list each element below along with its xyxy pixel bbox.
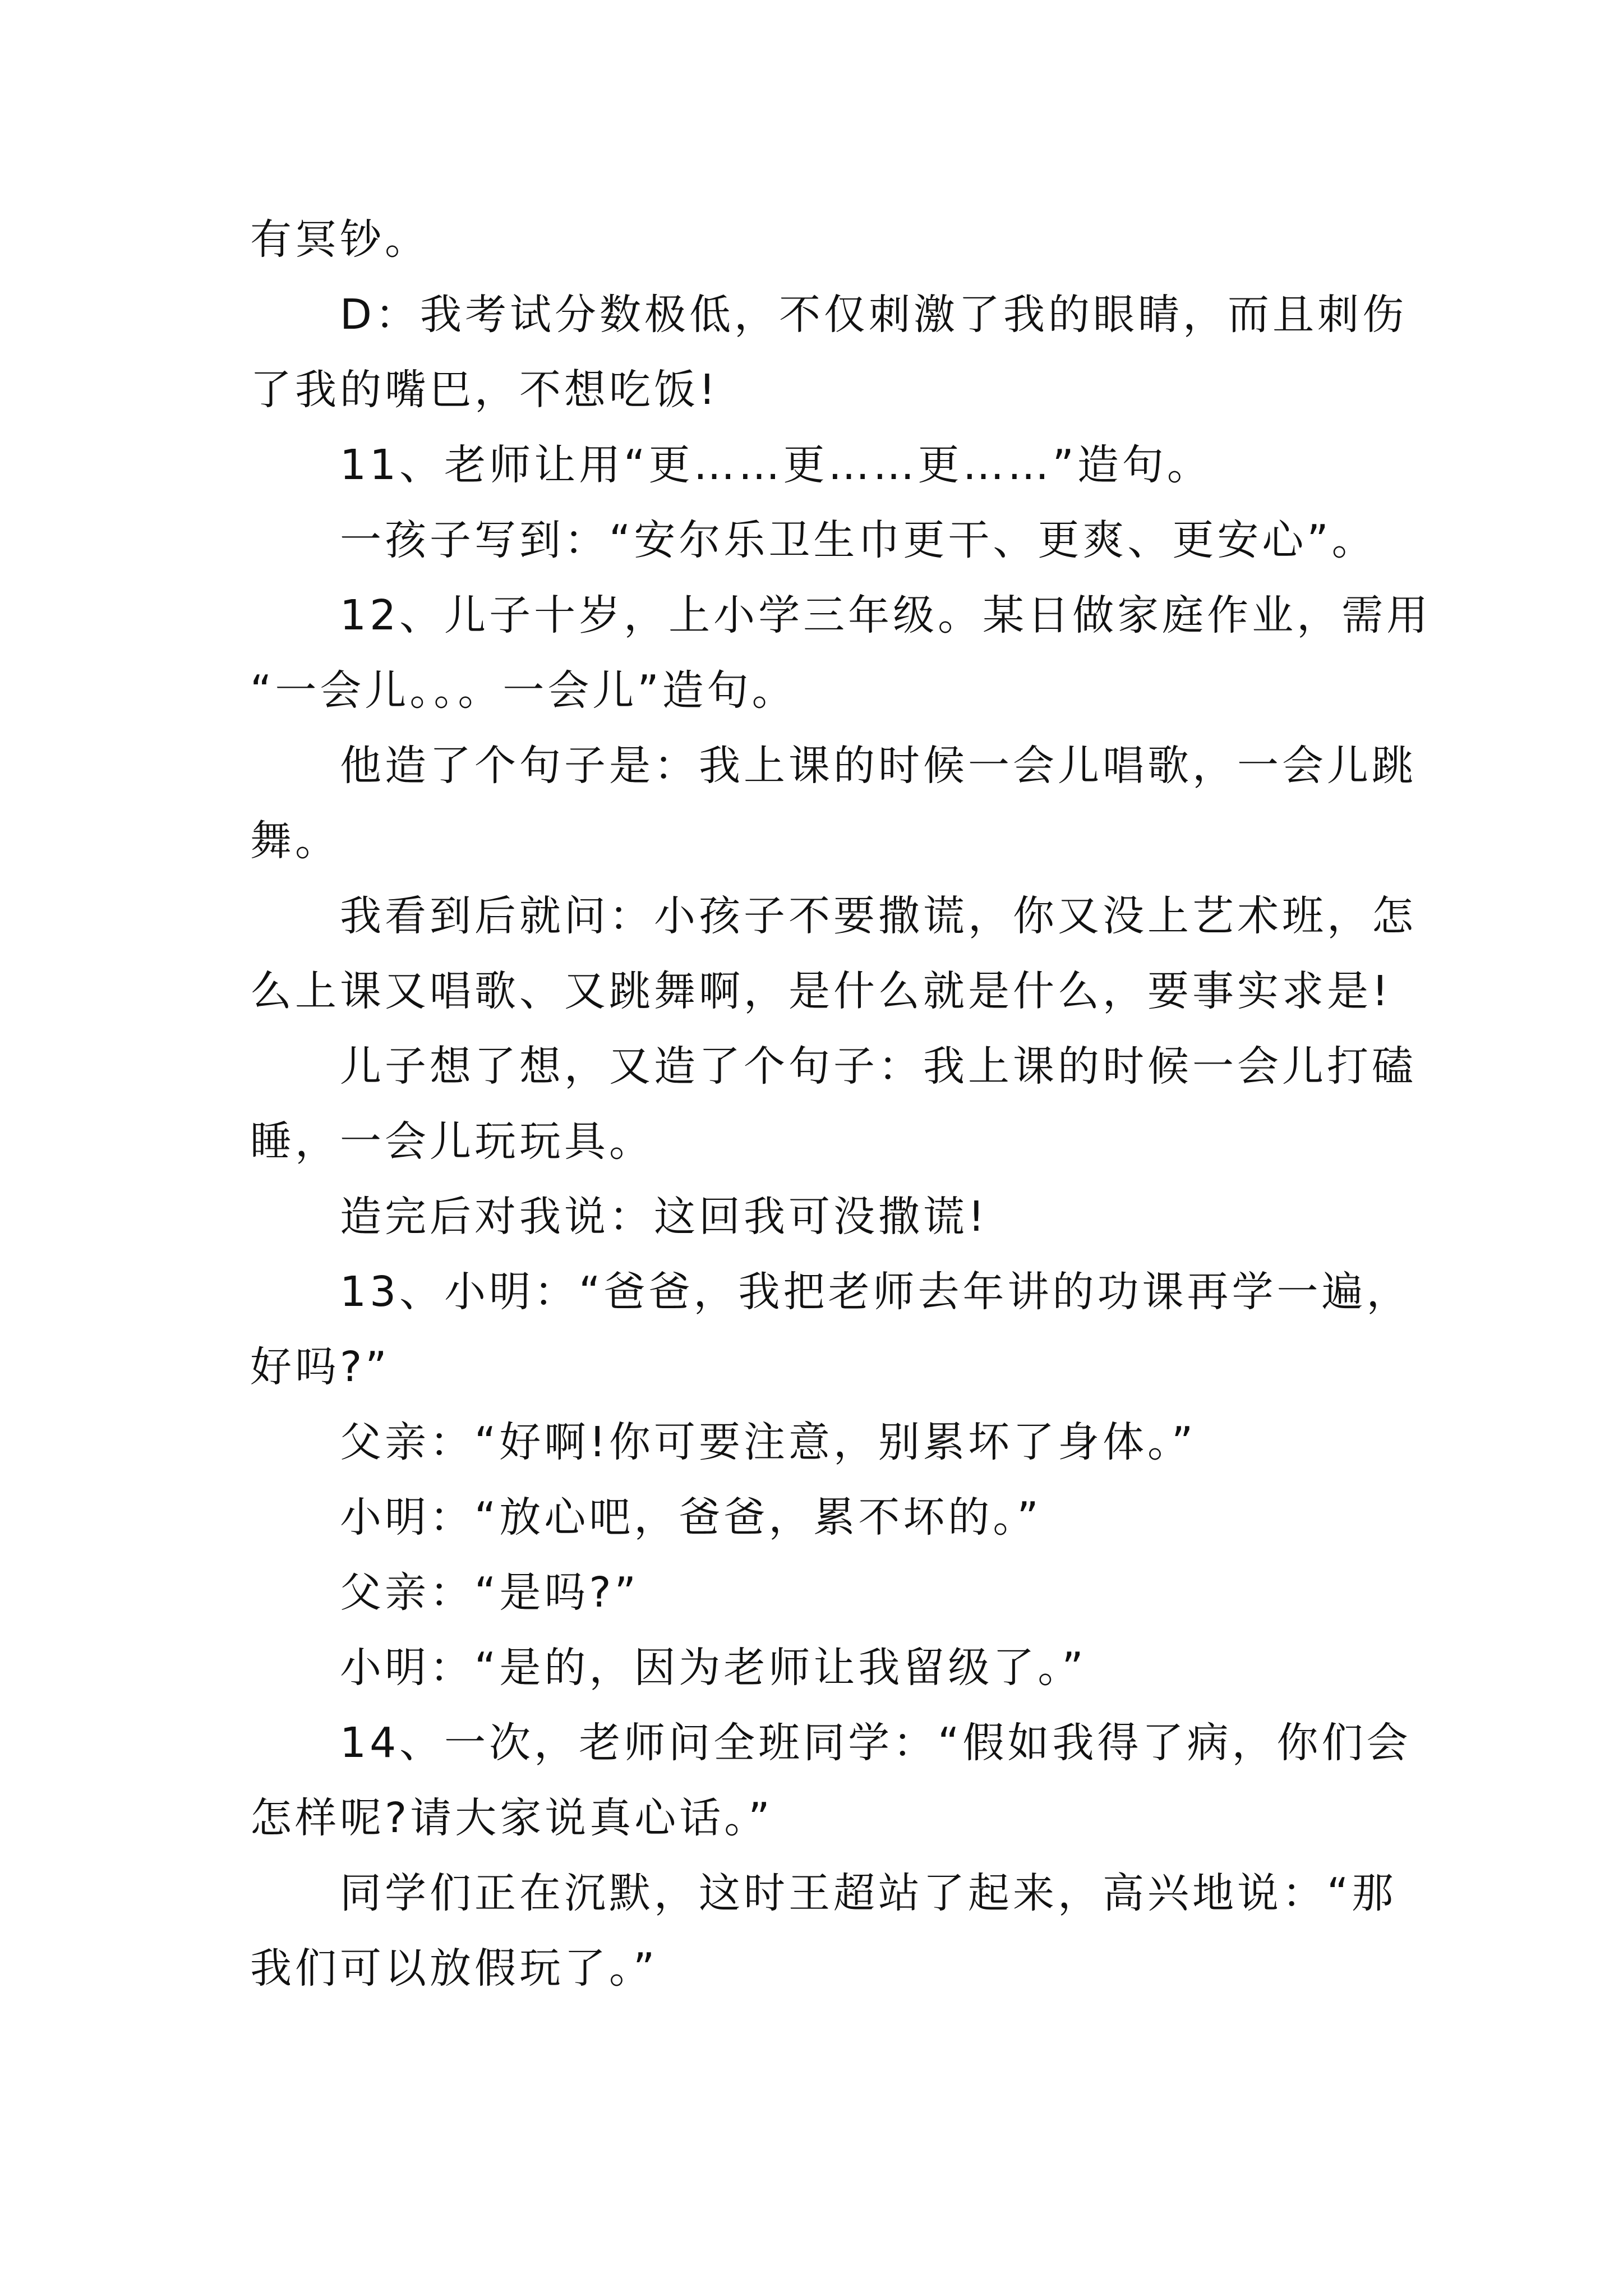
text-line: 14、一次，老师问全班同学：“假如我得了病，你们会: [340, 1719, 1412, 1767]
paragraph: [250, 1405, 1394, 1480]
paragraph: [250, 202, 1394, 277]
paragraph: [250, 1630, 1394, 1705]
text-line: 小明：“是的，因为老师让我留级了。”: [340, 1644, 1087, 1692]
paragraph: [250, 503, 1394, 578]
text-line: 父亲：“是吗?”: [340, 1568, 639, 1617]
text-line: 11、老师让用“更……更……更……”造句。: [340, 441, 1212, 489]
text-line: “一会儿。。。一会儿”造句。: [250, 666, 797, 715]
paragraph: [250, 878, 1417, 1029]
text-line: 儿子想了想，又造了个句子：我上课的时候一会儿打磕: [340, 1042, 1417, 1091]
text-line: 他造了个句子是：我上课的时候一会儿唱歌，一会儿跳: [340, 742, 1417, 790]
text-line: 睡，一会儿玩玩具。: [250, 1117, 654, 1166]
paragraph: [250, 728, 1417, 878]
text-line: 舞。: [250, 817, 340, 865]
text-line: 12、儿子十岁，上小学三年级。某日做家庭作业，需用: [340, 591, 1432, 639]
paragraph: [250, 1555, 1394, 1630]
paragraph: [250, 578, 1432, 728]
paragraph: [250, 1254, 1412, 1405]
text-line: 一孩子写到：“安尔乐卫生巾更干、更爽、更安心”。: [340, 516, 1377, 564]
paragraph: [250, 1856, 1397, 2006]
text-line: 有冥钞。: [250, 215, 430, 264]
text-line: 了我的嘴巴，不想吃饭!: [250, 366, 719, 414]
paragraph: [250, 1029, 1417, 1179]
text-line: 怎样呢?请大家说真心话。”: [250, 1794, 773, 1842]
paragraph: [250, 427, 1394, 503]
text-line: 好吗?”: [250, 1343, 390, 1391]
text-line: 我看到后就问：小孩子不要撒谎，你又没上艺术班，怎: [340, 892, 1417, 940]
text-line: 造完后对我说：这回我可没撒谎!: [340, 1193, 988, 1241]
text-line: 小明：“放心吧，爸爸，累不坏的。”: [340, 1493, 1042, 1542]
text-line: 我们可以放假玩了。”: [250, 1944, 658, 1993]
text-line: 么上课又唱歌、又跳舞啊，是什么就是什么，要事实求是!: [250, 967, 1392, 1015]
text-line: 父亲：“好啊!你可要注意，别累坏了身体。”: [340, 1418, 1197, 1466]
text-line: 13、小明：“爸爸，我把老师去年讲的功课再学一遍，: [340, 1268, 1412, 1316]
text-line: 同学们正在沉默，这时王超站了起来，高兴地说：“那: [340, 1869, 1397, 1917]
paragraph: [250, 1705, 1412, 1856]
document-body: [250, 202, 1432, 2006]
paragraph: [250, 277, 1407, 427]
paragraph: [250, 1480, 1394, 1555]
text-line: D：我考试分数极低，不仅刺激了我的眼睛，而且刺伤: [340, 291, 1407, 339]
paragraph: [250, 1179, 1394, 1254]
